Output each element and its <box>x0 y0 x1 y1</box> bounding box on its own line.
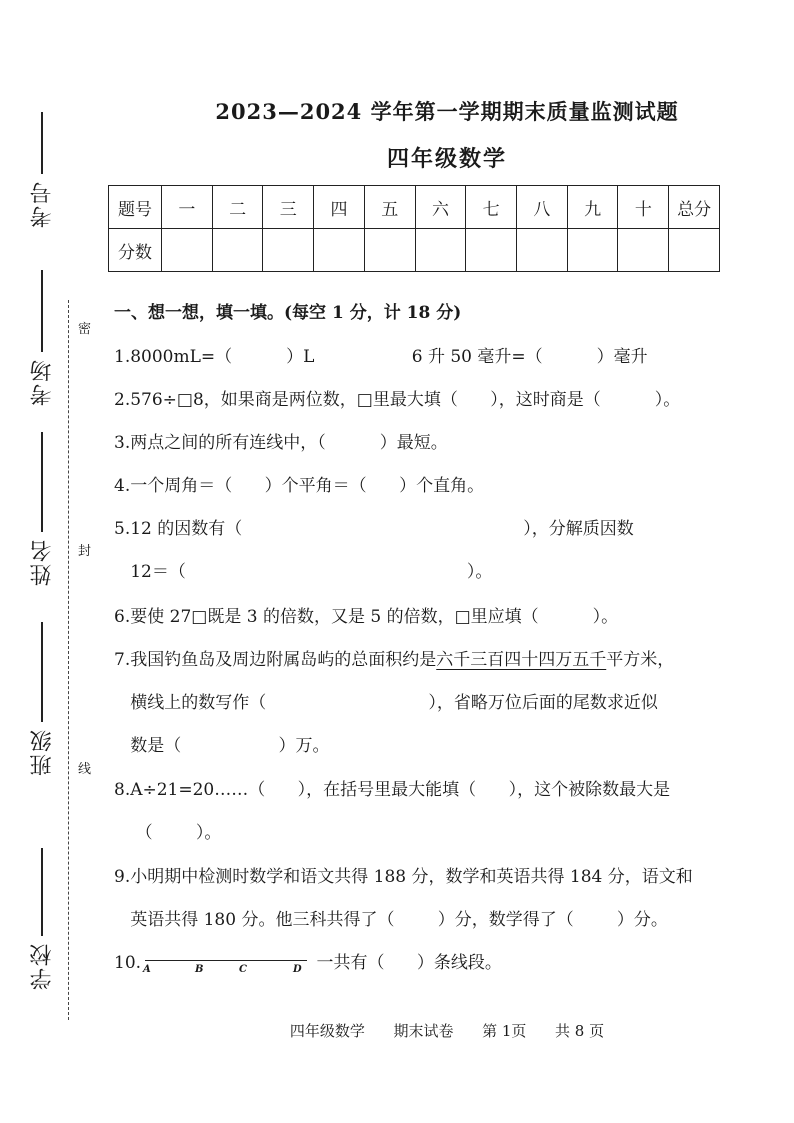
line-segment-figure <box>141 954 311 974</box>
exam-title: 2023—2024 学年第一学期期末质量监测试题 <box>215 99 679 124</box>
school-label: 学校 <box>29 942 55 990</box>
question-8-line-2: （ ）。 <box>114 823 222 843</box>
name-line[interactable] <box>41 432 43 532</box>
exam-room-line[interactable] <box>41 270 43 352</box>
question-7-text-post: 平方米， <box>606 650 675 670</box>
question-7-line-2: 横线上的数写作（ ），省略万位后面的尾数求近似 <box>114 693 658 713</box>
question-7-line-3: 数是（ ）万。 <box>114 736 330 756</box>
score-cell[interactable] <box>314 229 365 272</box>
question-5-line-2: 12＝（ ）。 <box>114 562 493 582</box>
score-header-cell: 题号 <box>109 186 162 229</box>
exam-number-label: 考号 <box>29 180 55 228</box>
score-header-cell: 十 <box>618 186 669 229</box>
question-4: 4.一个周角＝（ ）个平角＝（ ）个直角。 <box>114 476 485 496</box>
score-header-cell: 五 <box>364 186 415 229</box>
question-7-text-pre: 7.我国钓鱼岛及周边附属岛屿的总面积约是 <box>114 650 437 670</box>
score-cell[interactable] <box>618 229 669 272</box>
score-header-cell: 四 <box>314 186 365 229</box>
question-6: 6.要使 27□既是 3 的倍数，又是 5 的倍数，□里应填（ ）。 <box>114 607 619 627</box>
seal-char-mi: 密 <box>78 318 91 337</box>
point-d-label: D <box>293 963 302 975</box>
point-c-label: C <box>239 963 248 975</box>
line-segment <box>145 960 307 961</box>
school-line[interactable] <box>41 848 43 936</box>
question-5-line-1: 5.12 的因数有（ ），分解质因数 <box>114 519 634 539</box>
score-header-cell: 三 <box>263 186 314 229</box>
score-cell[interactable] <box>212 229 263 272</box>
seal-char-xian: 线 <box>78 758 91 777</box>
score-cell[interactable] <box>263 229 314 272</box>
question-10 <box>114 948 502 974</box>
score-cell[interactable] <box>466 229 517 272</box>
question-9-line-1: 9.小明期中检测时数学和语文共得 188 分，数学和英语共得 184 分，语文和 <box>114 867 693 887</box>
class-line[interactable] <box>41 622 43 722</box>
class-label: 班级 <box>29 728 55 776</box>
section-1-title: 一、想一想，填一填。(每空 1 分，计 18 分) <box>114 303 462 323</box>
score-cell[interactable] <box>669 229 720 272</box>
point-b-label: B <box>195 963 204 975</box>
score-header-cell: 七 <box>466 186 517 229</box>
exam-room-label: 考场 <box>29 358 55 406</box>
question-8-line-1: 8.A÷21=20……（ ），在括号里最大能填（ ），这个被除数最大是 <box>114 780 671 800</box>
exam-room-field <box>22 270 62 412</box>
question-3: 3.两点之间的所有连线中，（ ）最短。 <box>114 433 448 453</box>
question-2: 2.576÷□8，如果商是两位数，□里最大填（ ），这时商是（ ）。 <box>114 390 681 410</box>
score-header-cell: 六 <box>415 186 466 229</box>
question-7-underlined-number: 六千三百四十四万五千 <box>436 650 607 670</box>
score-header-cell: 二 <box>212 186 263 229</box>
score-table-score-row <box>109 229 720 272</box>
seal-dashed-line <box>68 300 69 1020</box>
school-field <box>22 848 62 996</box>
score-header-cell: 总分 <box>669 186 720 229</box>
score-table-header-row <box>109 186 720 229</box>
score-header-cell: 九 <box>567 186 618 229</box>
question-7-line-1 <box>114 645 674 670</box>
name-label: 姓名 <box>29 538 55 586</box>
score-cell[interactable] <box>162 229 213 272</box>
question-1: 1.8000mL=（ ）L 6 升 50 毫升=（ ）毫升 <box>114 347 648 367</box>
question-9-line-2: 英语共得 180 分。他三科共得了（ ）分，数学得了（ ）分。 <box>114 910 668 930</box>
point-a-label: A <box>143 963 151 975</box>
score-cell[interactable] <box>364 229 415 272</box>
page-footer: 四年级数学 期末试卷 第 1页 共 8 页 <box>289 1022 605 1040</box>
question-10-text: 一共有（ ）条线段。 <box>311 953 502 973</box>
score-header-cell: 一 <box>162 186 213 229</box>
exam-number-field <box>22 112 62 234</box>
binding-margin <box>0 0 100 1123</box>
seal-char-feng: 封 <box>78 540 91 559</box>
question-10-number: 10. <box>114 953 142 973</box>
score-table <box>108 185 720 272</box>
score-cell[interactable] <box>567 229 618 272</box>
exam-number-line[interactable] <box>41 112 43 174</box>
score-cell[interactable] <box>517 229 568 272</box>
score-cell[interactable] <box>415 229 466 272</box>
score-row-label: 分数 <box>109 229 162 272</box>
class-field <box>22 622 62 782</box>
name-field <box>22 432 62 592</box>
score-header-cell: 八 <box>517 186 568 229</box>
exam-subtitle: 四年级数学 <box>386 146 507 172</box>
